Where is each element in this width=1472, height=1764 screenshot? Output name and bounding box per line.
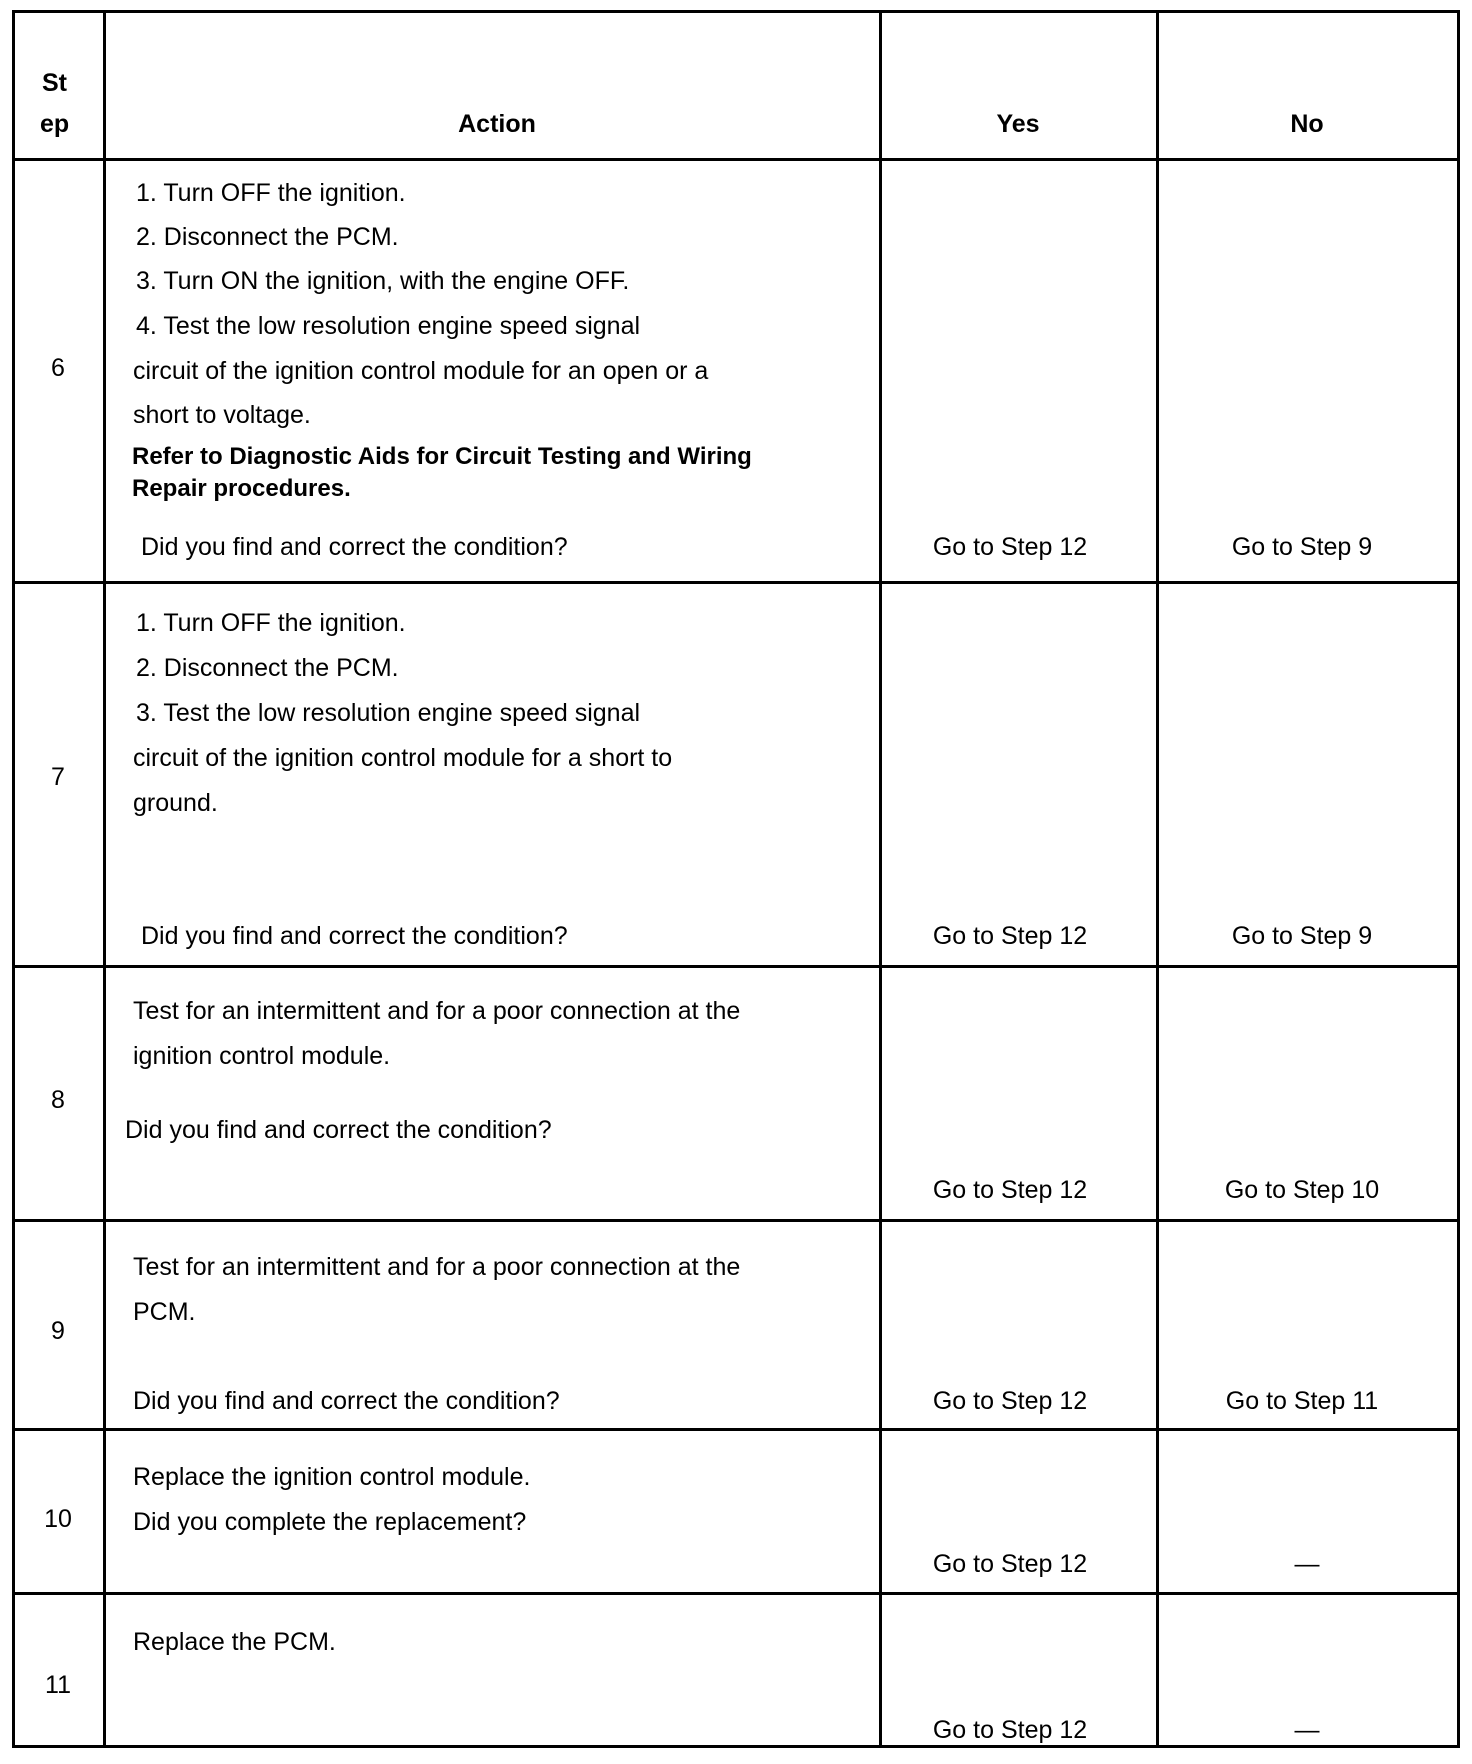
column-divider [1156, 13, 1159, 1745]
header-step-line1: St [42, 69, 67, 97]
column-divider [879, 13, 882, 1745]
no-result: Go to Step 9 [1231, 922, 1373, 950]
yes-result: Go to Step 12 [932, 533, 1088, 561]
action-line: 2. Disconnect the PCM. [136, 223, 399, 251]
step-number: 10 [44, 1505, 72, 1533]
action-line: 4. Test the low resolution engine speed signal [136, 312, 641, 340]
row-divider [15, 1428, 1457, 1431]
no-result: — [1294, 1550, 1320, 1578]
action-question: Did you find and correct the condition? [133, 1387, 560, 1415]
action-question: Did you find and correct the condition? [141, 922, 568, 950]
diagnostic-note: Repair procedures. [132, 475, 351, 502]
action-question: Did you complete the replacement? [133, 1508, 527, 1536]
column-divider [103, 13, 106, 1745]
header-yes: Yes [996, 110, 1040, 138]
header-action: Action [458, 110, 536, 138]
action-line: PCM. [133, 1298, 196, 1326]
step-number: 8 [51, 1086, 65, 1114]
row-divider [15, 1592, 1457, 1595]
no-result: Go to Step 10 [1224, 1176, 1380, 1204]
action-line: circuit of the ignition control module for a short to [133, 744, 673, 772]
diagnostic-note: Refer to Diagnostic Aids for Circuit Testing and Wiring [132, 443, 752, 470]
action-line: Replace the ignition control module. [133, 1463, 531, 1491]
action-line: circuit of the ignition control module for an open or a [133, 357, 709, 385]
action-line: 2. Disconnect the PCM. [136, 654, 399, 682]
yes-result: Go to Step 12 [932, 1716, 1088, 1744]
action-line: Replace the PCM. [133, 1628, 336, 1656]
header-no: No [1290, 110, 1324, 138]
action-line: Test for an intermittent and for a poor connection at the [133, 997, 741, 1025]
step-number: 7 [51, 763, 65, 791]
action-line: 1. Turn OFF the ignition. [136, 179, 406, 207]
action-line: Test for an intermittent and for a poor connection at the [133, 1253, 741, 1281]
action-question: Did you find and correct the condition? [125, 1116, 552, 1144]
action-line: 1. Turn OFF the ignition. [136, 609, 406, 637]
row-divider [15, 1219, 1457, 1222]
step-number: 6 [51, 354, 65, 382]
row-divider [15, 158, 1457, 161]
action-line: 3. Test the low resolution engine speed signal [136, 699, 641, 727]
yes-result: Go to Step 12 [932, 922, 1088, 950]
yes-result: Go to Step 12 [932, 1550, 1088, 1578]
row-divider [15, 581, 1457, 584]
action-line: 3. Turn ON the ignition, with the engine OFF. [136, 267, 630, 295]
yes-result: Go to Step 12 [932, 1387, 1088, 1415]
no-result: Go to Step 9 [1231, 533, 1373, 561]
step-number: 11 [45, 1671, 71, 1699]
no-result: Go to Step 11 [1225, 1387, 1379, 1415]
step-number: 9 [51, 1317, 65, 1345]
action-line: short to voltage. [133, 401, 311, 429]
yes-result: Go to Step 12 [932, 1176, 1088, 1204]
header-step-line2: ep [40, 110, 70, 138]
action-question: Did you find and correct the condition? [141, 533, 568, 561]
row-divider [15, 965, 1457, 968]
action-line: ignition control module. [133, 1042, 391, 1070]
action-line: ground. [133, 789, 218, 817]
no-result: — [1294, 1716, 1320, 1744]
